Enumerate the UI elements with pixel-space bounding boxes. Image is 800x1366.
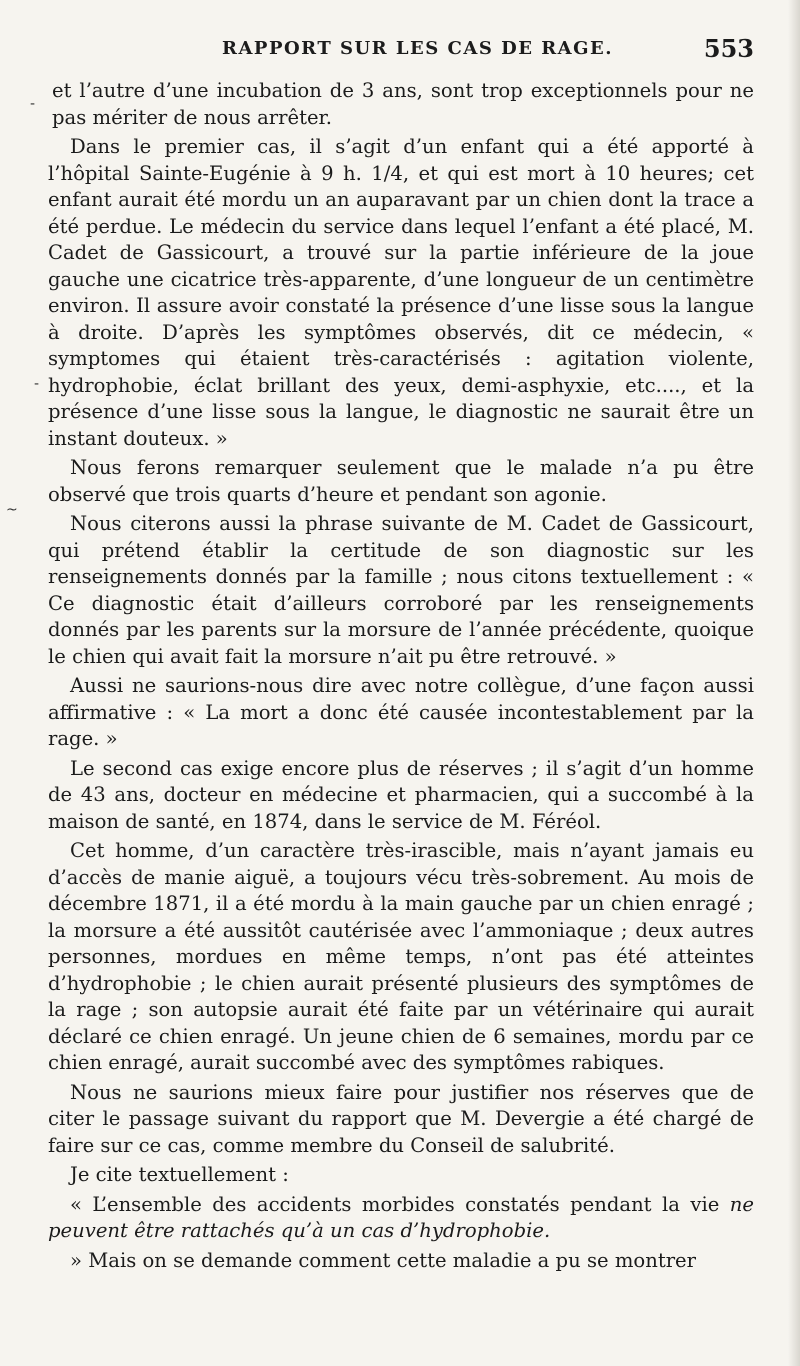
paragraph-first-case: Dans le premier cas, il s’agit d’un enfant qui a été apporté à l’hôpital Sainte-Eugénie à 9 h. 1/4, et qui est mort à 10 heures; cet enfant aurait été mordu un an auparavant par un chien dont la trace a été perdue. Le médecin du service dans lequel l’enfant a été placé, M. Cadet de Gassicourt, a trouvé sur la partie inférieure de la joue gauche une cicatrice très-apparente, d’une longueur de un centimètre environ. Il assure avoir constaté la présence d’une lisse sous la langue à droite. D’après les symptômes observés, dit ce médecin, « symptomes qui étaient très-caractérisés : agitation violente, hydrophobie, éclat brillant des yeux, demi-asphyxie, etc...., et la présence d’une lisse sous la langue, le diagnostic ne saurait être un instant douteux. » <box>48 135 754 450</box>
page-number: 553 <box>703 34 754 63</box>
paragraph-doubt: Aussi ne saurions-nous dire avec notre collègue, d’une façon aussi affirmative : « La mort a donc été causée incontestablement par la rage. » <box>48 674 754 750</box>
margin-dash-mark: - <box>34 376 40 392</box>
paragraph-quote-continued: » Mais on se demande comment cette maladie a pu se montrer <box>70 1248 697 1272</box>
page-header <box>0 34 800 72</box>
paragraph-cite-intro: Je cite textuellement : <box>70 1163 289 1186</box>
margin-dash-mark: - <box>30 96 36 112</box>
paragraph-reserves: Nous ne saurions mieux faire pour justifier nos réserves que de citer le passage suivant du rapport que M. Devergie a été chargé de faire sur ce cas, comme membre du Conseil de salubrité. <box>48 1080 754 1157</box>
paragraph-remark: Nous ferons remarquer seulement que le malade n’a pu être observé que trois quarts d’heure et pendant son agonie. <box>48 456 754 506</box>
paragraph-second-case: Le second cas exige encore plus de réserves ; il s’agit d’un homme de 43 ans, docteur en médecine et pharmacien, qui a succombé à la maison de santé, en 1874, dans le service de M. Féréol. <box>48 756 754 833</box>
paragraph-patient-history: Cet homme, d’un caractère très-irascible, mais n’ayant jamais eu d’accès de manie aiguë, a toujours vécu très-sobrement. Au mois de décembre 1871, il a été mordu à la main gauche par un chien enragé ; la morsure a été aussitôt cautérisée avec l’ammoniaque ; deux autres personnes, mordues en même temps, n’ont pas été atteintes d’hydrophobie ; le chien aurait présenté plusieurs des symptômes de la rage ; son autopsie aurait été faite par un vétérinaire qui aurait déclaré ce chien enragé. Un jeune chien de 6 semaines, mordu par ce chien enragé, aurait succombé avec des symptômes rabiques. <box>48 839 754 1074</box>
paragraph-citation: Nous citerons aussi la phrase suivante de M. Cadet de Gassicourt, qui prétend établir la certitude de son diagnostic sur les renseignements donnés par la famille ; nous citons textuellement : « Ce diagnostic était d’ailleurs corroboré par les renseignements donnés par les parents sur la morsure de l’année précédente, quoique le chien qui avait fait la morsure n’ait pu être retrouvé. » <box>48 512 754 668</box>
paragraph-continuation: et l’autre d’une incubation de 3 ans, sont trop exceptionnels pour ne pas mériter de nous arrêter. <box>52 79 754 129</box>
quote-open: « L’ensemble des accidents morbides constatés pendant la vie <box>70 1192 720 1216</box>
page-edge-shadow <box>788 0 800 1366</box>
paragraph-quote <box>48 1192 754 1245</box>
quote-italic: ne peuvent être rattachés qu’à un cas d’hydrophobie. <box>48 1192 754 1242</box>
body-text <box>48 78 754 1277</box>
margin-dash-mark: ~ <box>6 502 18 518</box>
running-title: RAPPORT SUR LES CAS DE RAGE. <box>222 38 613 59</box>
